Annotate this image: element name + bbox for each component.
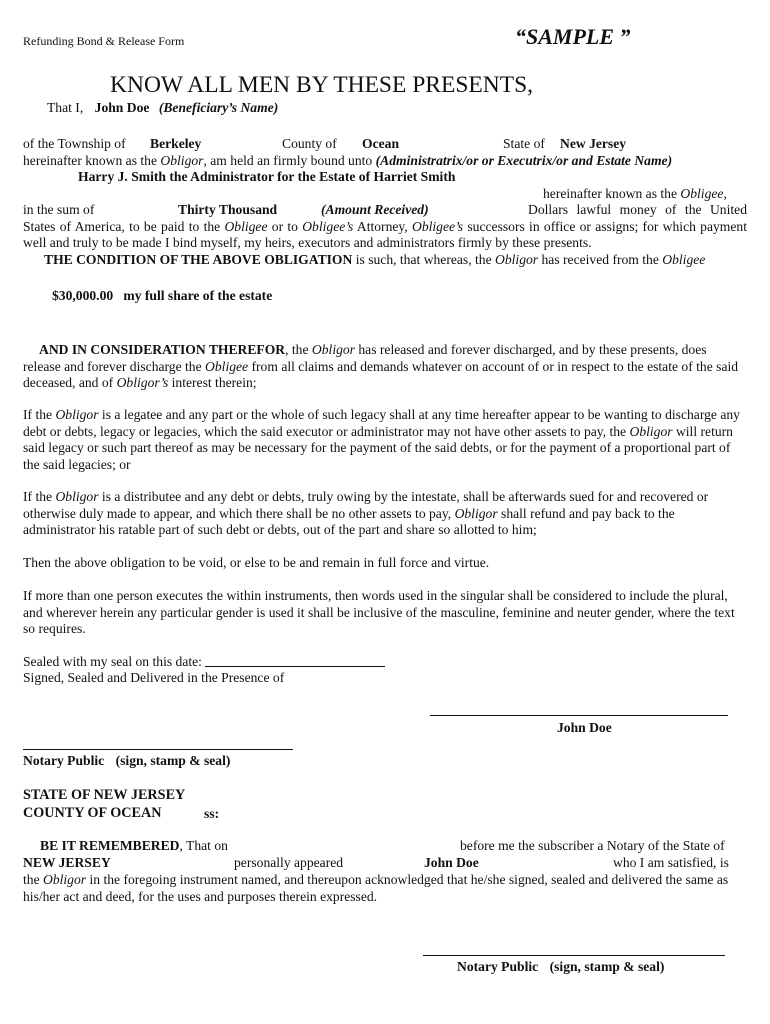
- notary-label-2: [457, 959, 664, 976]
- county-value: Ocean: [362, 136, 399, 151]
- notary-signature-line-2[interactable]: [423, 955, 725, 956]
- intro-line: [47, 100, 278, 117]
- obligee-term: Obligee: [205, 358, 249, 374]
- distributee-text: If the: [23, 489, 56, 504]
- consideration-text: from all claims and demands whatever on account of or in respect to the estate of the said deceased, and of: [23, 358, 739, 391]
- legatee-text: will return said legacy or such part thereof as may be necessary for the payment of the said debts, or for the payment of a proportional part of the said legacies; or: [23, 423, 733, 472]
- beneficiary-hint: (Beneficiary’s Name): [158, 100, 279, 115]
- county-label: County of: [282, 136, 337, 151]
- sum-text: Attorney,: [353, 218, 412, 234]
- distributee-paragraph: [23, 489, 747, 539]
- presence-line: Signed, Sealed and Delivered in the Presence of: [23, 670, 285, 685]
- remembered-notary-state: before me the subscriber a Notary of the State of: [460, 838, 725, 853]
- legatee-paragraph: [23, 407, 747, 473]
- condition-text: has received from the: [538, 252, 663, 267]
- remembered-paragraph: [23, 872, 747, 905]
- obligor-term: Obligor: [454, 505, 498, 521]
- obligee-line-comma: ,: [723, 186, 727, 201]
- plural-clause: If more than one person executes the within instruments, then words used in the singular shall be considered to include the plural, and wherever herein any particular gender is used it shall be inclusive of the masculine, feminine and neuter gender, where the text so requires.: [23, 588, 735, 637]
- obligor-term: Obligor: [629, 423, 673, 439]
- obligee-term: Obligee: [680, 186, 724, 201]
- administrator-name: Harry J. Smith the Administrator for the Estate of Harriet Smith: [78, 169, 456, 184]
- remembered-satisfied: who I am satisfied, is: [613, 855, 729, 870]
- obligor-term: Obligor: [43, 872, 87, 887]
- notary-title: Notary Public: [457, 959, 539, 974]
- state-label: State of: [503, 136, 545, 151]
- main-heading: KNOW ALL MEN BY THESE PRESENTS,: [110, 72, 534, 98]
- that-i-label: That I,: [47, 100, 84, 115]
- township-value: Berkeley: [150, 136, 202, 151]
- signer-signature-line[interactable]: [430, 715, 728, 716]
- remembered-appeared: personally appeared: [234, 855, 344, 870]
- sealed-date-field[interactable]: [205, 666, 385, 667]
- amount-hint: (Amount Received): [321, 202, 429, 217]
- township-label: of the Township of: [23, 136, 126, 151]
- obligee-term: Obligee: [662, 252, 706, 267]
- venue-state: STATE OF NEW JERSEY: [23, 787, 186, 803]
- obligor-term: Obligor: [55, 489, 99, 504]
- consideration-text: has released and forever discharged, and by these presents, does release and forever discharge the: [23, 342, 707, 374]
- sum-text: or to: [267, 218, 303, 234]
- obligee-term: Obligee’s: [302, 218, 354, 234]
- remembered-text: the: [23, 872, 44, 887]
- signer-name: John Doe: [557, 720, 612, 735]
- notary-signature-line[interactable]: [23, 749, 293, 750]
- notary-label: [23, 753, 230, 770]
- distributee-text: is a distributee and any debt or debts, truly owing by the intestate, shall be afterwards sued for and recovered or otherwise duly made to appear, and which there shall be no other assets to pay,: [23, 489, 709, 521]
- obligor-term: Obligor: [311, 342, 355, 357]
- obligor-term: Obligor: [495, 252, 539, 267]
- obligee-term: Obligee’s: [412, 218, 464, 234]
- venue-ss: ss:: [204, 806, 220, 821]
- remembered-text: , That on: [179, 838, 228, 853]
- consideration-lead: AND IN CONSIDERATION THEREFOR: [39, 342, 286, 357]
- sum-text: Dollars lawful money of the United States of America, to be paid to the: [23, 202, 747, 234]
- sum-paragraph: [23, 202, 747, 252]
- sum-label: in the sum of: [23, 202, 95, 217]
- obligee-line-text: hereinafter known as the: [543, 186, 681, 201]
- notary-hint: (sign, stamp & seal): [549, 959, 665, 974]
- sealed-date-line: [23, 654, 202, 671]
- remembered-name: John Doe: [424, 855, 479, 870]
- form-title: Refunding Bond & Release Form: [23, 34, 185, 48]
- state-value: New Jersey: [560, 136, 627, 151]
- remembered-state: NEW JERSEY: [23, 855, 111, 870]
- remembered-text: in the foregoing instrument named, and thereupon acknowledged that he/she signed, sealed and delivered the same as his/her act and deed, for the uses and purposes therein expressed.: [23, 872, 729, 904]
- obligor-clause-text: , am held an firmly bound unto: [203, 153, 376, 168]
- condition-lead: THE CONDITION OF THE ABOVE OBLIGATION: [44, 252, 353, 267]
- sample-watermark: “SAMPLE ”: [515, 24, 631, 49]
- condition-text: is such, that whereas, the: [352, 252, 496, 267]
- obligee-term: Obligee: [224, 218, 268, 234]
- notary-hint: (sign, stamp & seal): [115, 753, 231, 768]
- consideration-paragraph: [23, 342, 747, 392]
- received-amount: $30,000.00 my full share of the estate: [52, 288, 273, 303]
- void-clause: Then the above obligation to be void, or else to be and remain in full force and virtue.: [23, 555, 490, 570]
- legatee-text: is a legatee and any part or the whole of such legacy shall at any time hereafter appear to be wanting to discharge any debt or debts, legacy or legacies, which the said executor or administrator may not have other assets to pay, the: [23, 407, 740, 439]
- amount-words: Thirty Thousand: [178, 202, 278, 217]
- obligor-clause-text: hereinafter known as the: [23, 153, 161, 168]
- administrator-hint: (Administratrix/or or Executrix/or and Estate Name): [375, 153, 673, 168]
- consideration-text: , the: [285, 342, 312, 357]
- legatee-text: If the: [23, 407, 56, 422]
- remembered-lead: BE IT REMEMBERED: [40, 838, 180, 853]
- notary-title: Notary Public: [23, 753, 105, 768]
- condition-line: [44, 252, 705, 269]
- obligee-line: [543, 186, 727, 203]
- obligor-term: Obligor: [160, 153, 204, 168]
- obligor-term: Obligor: [55, 407, 99, 422]
- obligor-term: Obligor’s: [116, 375, 169, 391]
- obligor-clause: [23, 153, 672, 170]
- consideration-text: interest therein;: [168, 375, 257, 391]
- sealed-date-label: Sealed with my seal on this date:: [23, 654, 202, 669]
- remembered-line: [40, 838, 228, 855]
- distributee-text: shall refund and pay back to the administrator his ratable part of such debt or debts, out of the part and share so allotted to him;: [23, 505, 675, 538]
- beneficiary-name: John Doe: [94, 100, 150, 115]
- sum-text: successors in office or assigns; for which payment well and truly to be made I bind myself, my heirs, executors and administrators firmly by these presents.: [23, 218, 747, 251]
- venue-county: COUNTY OF OCEAN: [23, 805, 162, 821]
